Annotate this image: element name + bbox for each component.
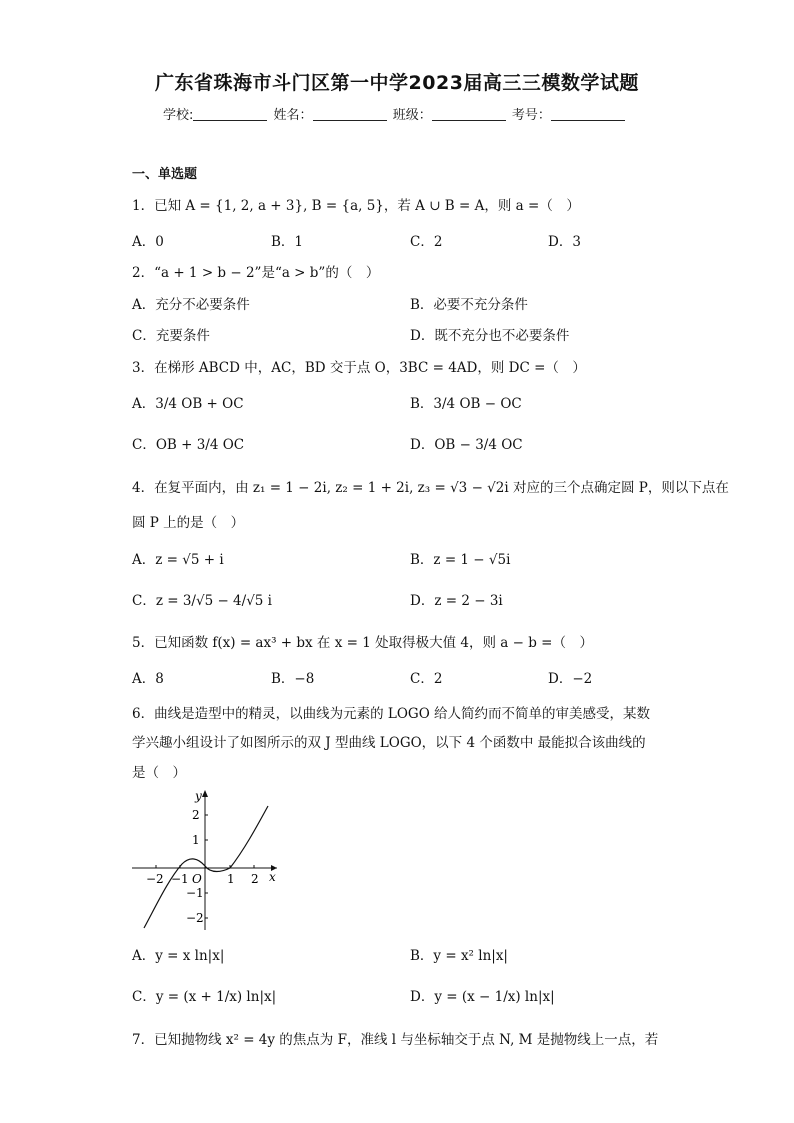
question-4-option-a[interactable]: A．z = √5 + i	[132, 552, 224, 568]
y-tick-label: −1	[186, 886, 204, 900]
question-1-option-c[interactable]: C．2	[410, 234, 443, 250]
origin-label: O	[192, 872, 202, 886]
y-axis-arrow-icon	[202, 790, 208, 797]
question-5-option-a[interactable]: A．8	[132, 671, 164, 687]
question-7-stem: 7．已知抛物线 x² = 4y 的焦点为 F，准线 l 与坐标轴交于点 N, M 是抛物线上一点，若	[132, 1032, 659, 1048]
question-6-option-a[interactable]: A．y = x ln|x|	[132, 948, 225, 964]
question-6-option-b[interactable]: B．y = x² ln|x|	[410, 948, 508, 964]
y-tick-label: −2	[186, 911, 204, 925]
question-4-option-d[interactable]: D．z = 2 − 3i	[410, 593, 503, 609]
class-label: 班级：	[392, 108, 432, 123]
question-6-option-d[interactable]: D．y = (x − 1/x) ln|x|	[410, 989, 555, 1005]
x-tick-label: 1	[227, 872, 235, 886]
question-6-option-c[interactable]: C．y = (x + 1/x) ln|x|	[132, 989, 277, 1005]
question-4-stem-line-1: 4．在复平面内，由 z₁ = 1 − 2i, z₂ = 1 + 2i, z₃ = √3 − √2i 对应的三个点确定圆 P，则以下点在	[132, 480, 729, 496]
y-tick-label: 1	[192, 833, 200, 847]
question-1-stem: 1．已知 A = {1, 2, a + 3}, B = {a, 5}，若 A ∪ B = A，则 a =（ ）	[132, 198, 580, 214]
question-1-option-a[interactable]: A．0	[132, 234, 164, 250]
question-2-option-c[interactable]: C．充要条件	[132, 328, 210, 344]
question-5-option-c[interactable]: C．2	[410, 671, 443, 687]
class-blank[interactable]	[432, 108, 506, 121]
school-label: 学校:	[163, 108, 194, 123]
question-2-option-b[interactable]: B．必要不充分条件	[410, 297, 528, 313]
question-2-option-d[interactable]: D．既不充分也不必要条件	[410, 328, 570, 344]
question-3-stem: 3．在梯形 ABCD 中，AC，BD 交于点 O，3BC = 4AD，则 DC =（ ）	[132, 360, 586, 376]
question-2-stem: 2．“a + 1 > b − 2”是“a > b”的（ ）	[132, 265, 380, 281]
page-title: 广东省珠海市斗门区第一中学2023届高三三模数学试题	[155, 72, 639, 94]
curve-line	[144, 806, 268, 928]
x-tick-label: 2	[251, 872, 259, 886]
y-axis-label: y	[195, 789, 202, 803]
question-5-option-b[interactable]: B．−8	[271, 671, 315, 687]
x-tick-label: −1	[171, 872, 189, 886]
question-1-option-d[interactable]: D．3	[548, 234, 581, 250]
question-6-stem-line-3: 是（ ）	[132, 765, 186, 781]
question-2-option-a[interactable]: A．充分不必要条件	[132, 297, 250, 313]
school-blank[interactable]	[193, 108, 267, 121]
question-4-stem-line-2: 圆 P 上的是（ ）	[132, 515, 245, 531]
function-graph	[132, 788, 282, 933]
name-label: 姓名：	[273, 108, 313, 123]
question-3-option-c[interactable]: C．OB + 3/4 OC	[132, 437, 245, 453]
x-tick-label: −2	[146, 872, 164, 886]
question-5-stem: 5．已知函数 f(x) = ax³ + bx 在 x = 1 处取得极大值 4，则 a − b =（ ）	[132, 635, 593, 651]
exam-number-blank[interactable]	[551, 108, 625, 121]
question-6-stem-line-1: 6．曲线是造型中的精灵，以曲线为元素的 LOGO 给人简约而不简单的审美感受，某数	[132, 706, 651, 722]
question-6-stem-line-2: 学兴趣小组设计了如图所示的双 J 型曲线 LOGO，以下 4 个函数中 最能拟合该曲线的	[132, 735, 646, 751]
question-1-option-b[interactable]: B．1	[271, 234, 304, 250]
question-5-option-d[interactable]: D．−2	[548, 671, 593, 687]
name-blank[interactable]	[313, 108, 387, 121]
section-heading: 一、单选题	[132, 167, 198, 182]
question-4-option-c[interactable]: C．z = 3/√5 − 4/√5 i	[132, 593, 272, 609]
question-3-option-b[interactable]: B．3/4 OB − OC	[410, 396, 522, 412]
x-axis-label: x	[269, 870, 276, 884]
question-3-option-a[interactable]: A．3/4 OB + OC	[132, 396, 244, 412]
question-4-option-b[interactable]: B．z = 1 − √5i	[410, 552, 511, 568]
exam-number-label: 考号：	[511, 108, 551, 123]
y-tick-label: 2	[192, 808, 200, 822]
student-info-row	[163, 104, 627, 123]
question-3-option-d[interactable]: D．OB − 3/4 OC	[410, 437, 523, 453]
